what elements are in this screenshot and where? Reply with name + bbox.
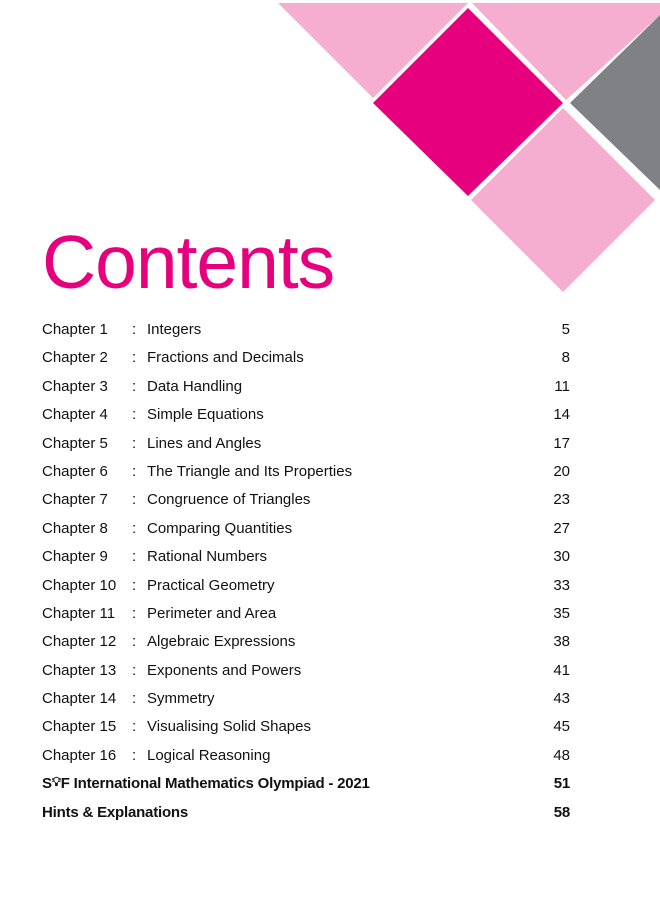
separator: : <box>132 519 137 537</box>
chapter-label: Chapter 8 <box>42 519 108 537</box>
chapter-name: Algebraic Expressions <box>147 633 296 651</box>
toc-row-chapter-12[interactable] <box>42 628 570 656</box>
page-number: 27 <box>553 519 570 537</box>
chapter-name: Lines and Angles <box>147 434 262 452</box>
page-number: 48 <box>553 746 570 764</box>
chapter-name: The Triangle and Its Properties <box>147 462 353 480</box>
chapter-name: Practical Geometry <box>147 576 275 594</box>
separator: : <box>132 321 137 338</box>
chapter-label: Chapter 15 <box>42 718 117 736</box>
chapter-name: Perimeter and Area <box>147 604 277 622</box>
page-number: 11 <box>554 377 570 395</box>
page-number: 35 <box>553 604 570 622</box>
chapter-label: Chapter 3 <box>42 377 108 395</box>
chapter-name: Integers <box>147 321 202 338</box>
chapter-label: Chapter 14 <box>42 690 117 708</box>
page-number: 30 <box>553 548 570 566</box>
page-number: 58 <box>553 803 570 821</box>
chapter-label: Chapter 12 <box>42 633 117 651</box>
page-number: 43 <box>553 690 570 708</box>
toc-row-chapter-14[interactable] <box>42 685 570 713</box>
toc-row-chapter-9[interactable] <box>42 543 570 571</box>
toc-row-chapter-11[interactable] <box>42 600 570 628</box>
page-title: Contents <box>42 220 335 304</box>
hints-label: Hints & Explanations <box>42 803 189 821</box>
chapter-name: Visualising Solid Shapes <box>147 718 311 736</box>
separator: : <box>132 406 137 424</box>
page-number: 41 <box>553 661 570 679</box>
separator: : <box>132 690 137 708</box>
toc-row-chapter-7[interactable] <box>42 486 570 514</box>
separator: : <box>132 718 137 736</box>
toc-row-chapter-8[interactable] <box>42 515 570 543</box>
toc-row-olympiad[interactable] <box>42 770 570 798</box>
chapter-label: Chapter 13 <box>42 661 117 679</box>
sof-letter-s: S <box>42 775 52 793</box>
table-of-contents <box>42 316 570 827</box>
separator: : <box>132 462 137 480</box>
chapter-name: Logical Reasoning <box>147 746 271 764</box>
chapter-label: Chapter 9 <box>42 548 108 566</box>
olympiad-entry <box>42 770 370 798</box>
separator: : <box>132 746 137 764</box>
chapter-name: Simple Equations <box>147 406 264 424</box>
chapter-label: Chapter 11 <box>42 604 116 622</box>
chapter-name: Symmetry <box>147 690 215 708</box>
toc-row-chapter-15[interactable] <box>42 713 570 741</box>
lightbulb-icon: 💡︎ <box>51 774 61 790</box>
page-number: 51 <box>553 775 570 793</box>
toc-row-chapter-16[interactable] <box>42 742 570 770</box>
page-number: 14 <box>553 406 570 424</box>
page-number: 8 <box>561 349 570 367</box>
chapter-label: Chapter 7 <box>42 491 108 509</box>
page-number: 38 <box>553 633 570 651</box>
chapter-label: Chapter 4 <box>42 406 108 424</box>
chapter-name: Fractions and Decimals <box>147 349 304 367</box>
separator: : <box>132 548 137 566</box>
toc-row-chapter-4[interactable] <box>42 401 570 429</box>
separator: : <box>132 576 137 594</box>
page-number: 45 <box>553 718 570 736</box>
chapter-name: Rational Numbers <box>147 548 268 566</box>
toc-row-hints[interactable] <box>42 799 570 827</box>
page-number: 5 <box>561 321 570 338</box>
separator: : <box>132 491 137 509</box>
chapter-name: Exponents and Powers <box>147 661 302 679</box>
chapter-label: Chapter 5 <box>42 434 108 452</box>
chapter-label: Chapter 16 <box>42 746 117 764</box>
separator: : <box>132 377 137 395</box>
page-number: 23 <box>553 491 570 509</box>
chapter-name: Congruence of Triangles <box>147 491 311 509</box>
chapter-label: Chapter 10 <box>42 576 117 594</box>
separator: : <box>132 604 137 622</box>
separator: : <box>132 661 137 679</box>
olympiad-label: F International Mathematics Olympiad - 2021 <box>60 775 370 793</box>
chapter-name: Comparing Quantities <box>147 519 293 537</box>
toc-row-chapter-1[interactable] <box>42 316 570 344</box>
chapter-label: Chapter 1 <box>42 321 108 338</box>
toc-row-chapter-3[interactable] <box>42 373 570 401</box>
chapter-label: Chapter 2 <box>42 349 108 367</box>
separator: : <box>132 349 137 367</box>
page-number: 17 <box>553 434 570 452</box>
toc-row-chapter-10[interactable] <box>42 572 570 600</box>
page-number: 20 <box>553 462 570 480</box>
chapter-name: Data Handling <box>147 377 243 395</box>
toc-row-chapter-2[interactable] <box>42 344 570 372</box>
page-number: 33 <box>553 576 570 594</box>
separator: : <box>132 434 137 452</box>
toc-row-chapter-5[interactable] <box>42 430 570 458</box>
toc-row-chapter-6[interactable] <box>42 458 570 486</box>
separator: : <box>132 633 137 651</box>
chapter-label: Chapter 6 <box>42 462 108 480</box>
toc-row-chapter-13[interactable] <box>42 657 570 685</box>
